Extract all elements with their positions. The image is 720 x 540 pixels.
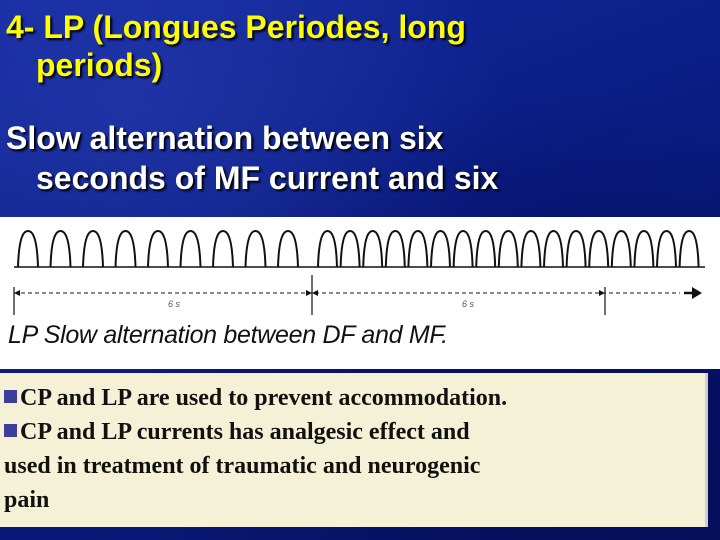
slide-subtitle [6,118,706,198]
waveform-pulse [18,231,38,267]
waveform-pulse [148,231,168,267]
waveform-pulse [408,231,427,267]
waveform-pulse [213,231,233,267]
duration-label-left: 6 s [168,299,181,309]
waveform-pulse [341,231,360,267]
square-bullet-icon [4,424,17,437]
note-continuation: pain [4,487,50,513]
note-text: CP and LP currents has analgesic effect and [20,419,470,445]
waveform-pulse [116,231,136,267]
note-text: CP and LP are used to prevent accommodation. [20,385,508,411]
waveform-pulse [431,231,450,267]
waveform-pulse [51,231,71,267]
square-bullet-icon [4,390,17,403]
slide-title-line1: 4- LP (Longues Periodes, long [6,9,466,45]
waveform-diagram [0,217,720,317]
waveform-pulse [246,231,266,267]
figure-caption: LP Slow alternation between DF and MF. [8,321,448,349]
waveform-pulse [181,231,201,267]
waveform-pulse [680,231,699,267]
note-item [4,381,705,415]
waveform-pulse [476,231,495,267]
slide-title [6,8,706,84]
slide-title-line2: periods) [36,47,163,83]
note-item [4,415,705,449]
duration-arrowheads [14,290,605,296]
waveform-pulse [589,231,608,267]
slide-subtitle-line2: seconds of MF current and six [36,160,499,196]
waveform-pulse [521,231,540,267]
waveform-pulses [14,231,705,267]
duration-label-right: 6 s [462,299,475,309]
waveform-pulse [454,231,473,267]
waveform-figure [0,217,720,369]
waveform-pulse [499,231,518,267]
waveform-pulse [278,231,298,267]
waveform-pulse [83,231,103,267]
note-continuation: used in treatment of traumatic and neurogenic [4,453,481,479]
waveform-pulse [567,231,586,267]
waveform-pulse [363,231,382,267]
waveform-pulse [634,231,653,267]
waveform-pulse [318,231,337,267]
waveform-pulse [544,231,563,267]
right-arrow-icon [684,287,702,299]
slide-subtitle-line1: Slow alternation between six [6,120,444,156]
waveform-pulse [657,231,676,267]
waveform-pulse [386,231,405,267]
notes-box [0,373,708,527]
waveform-pulse [612,231,631,267]
